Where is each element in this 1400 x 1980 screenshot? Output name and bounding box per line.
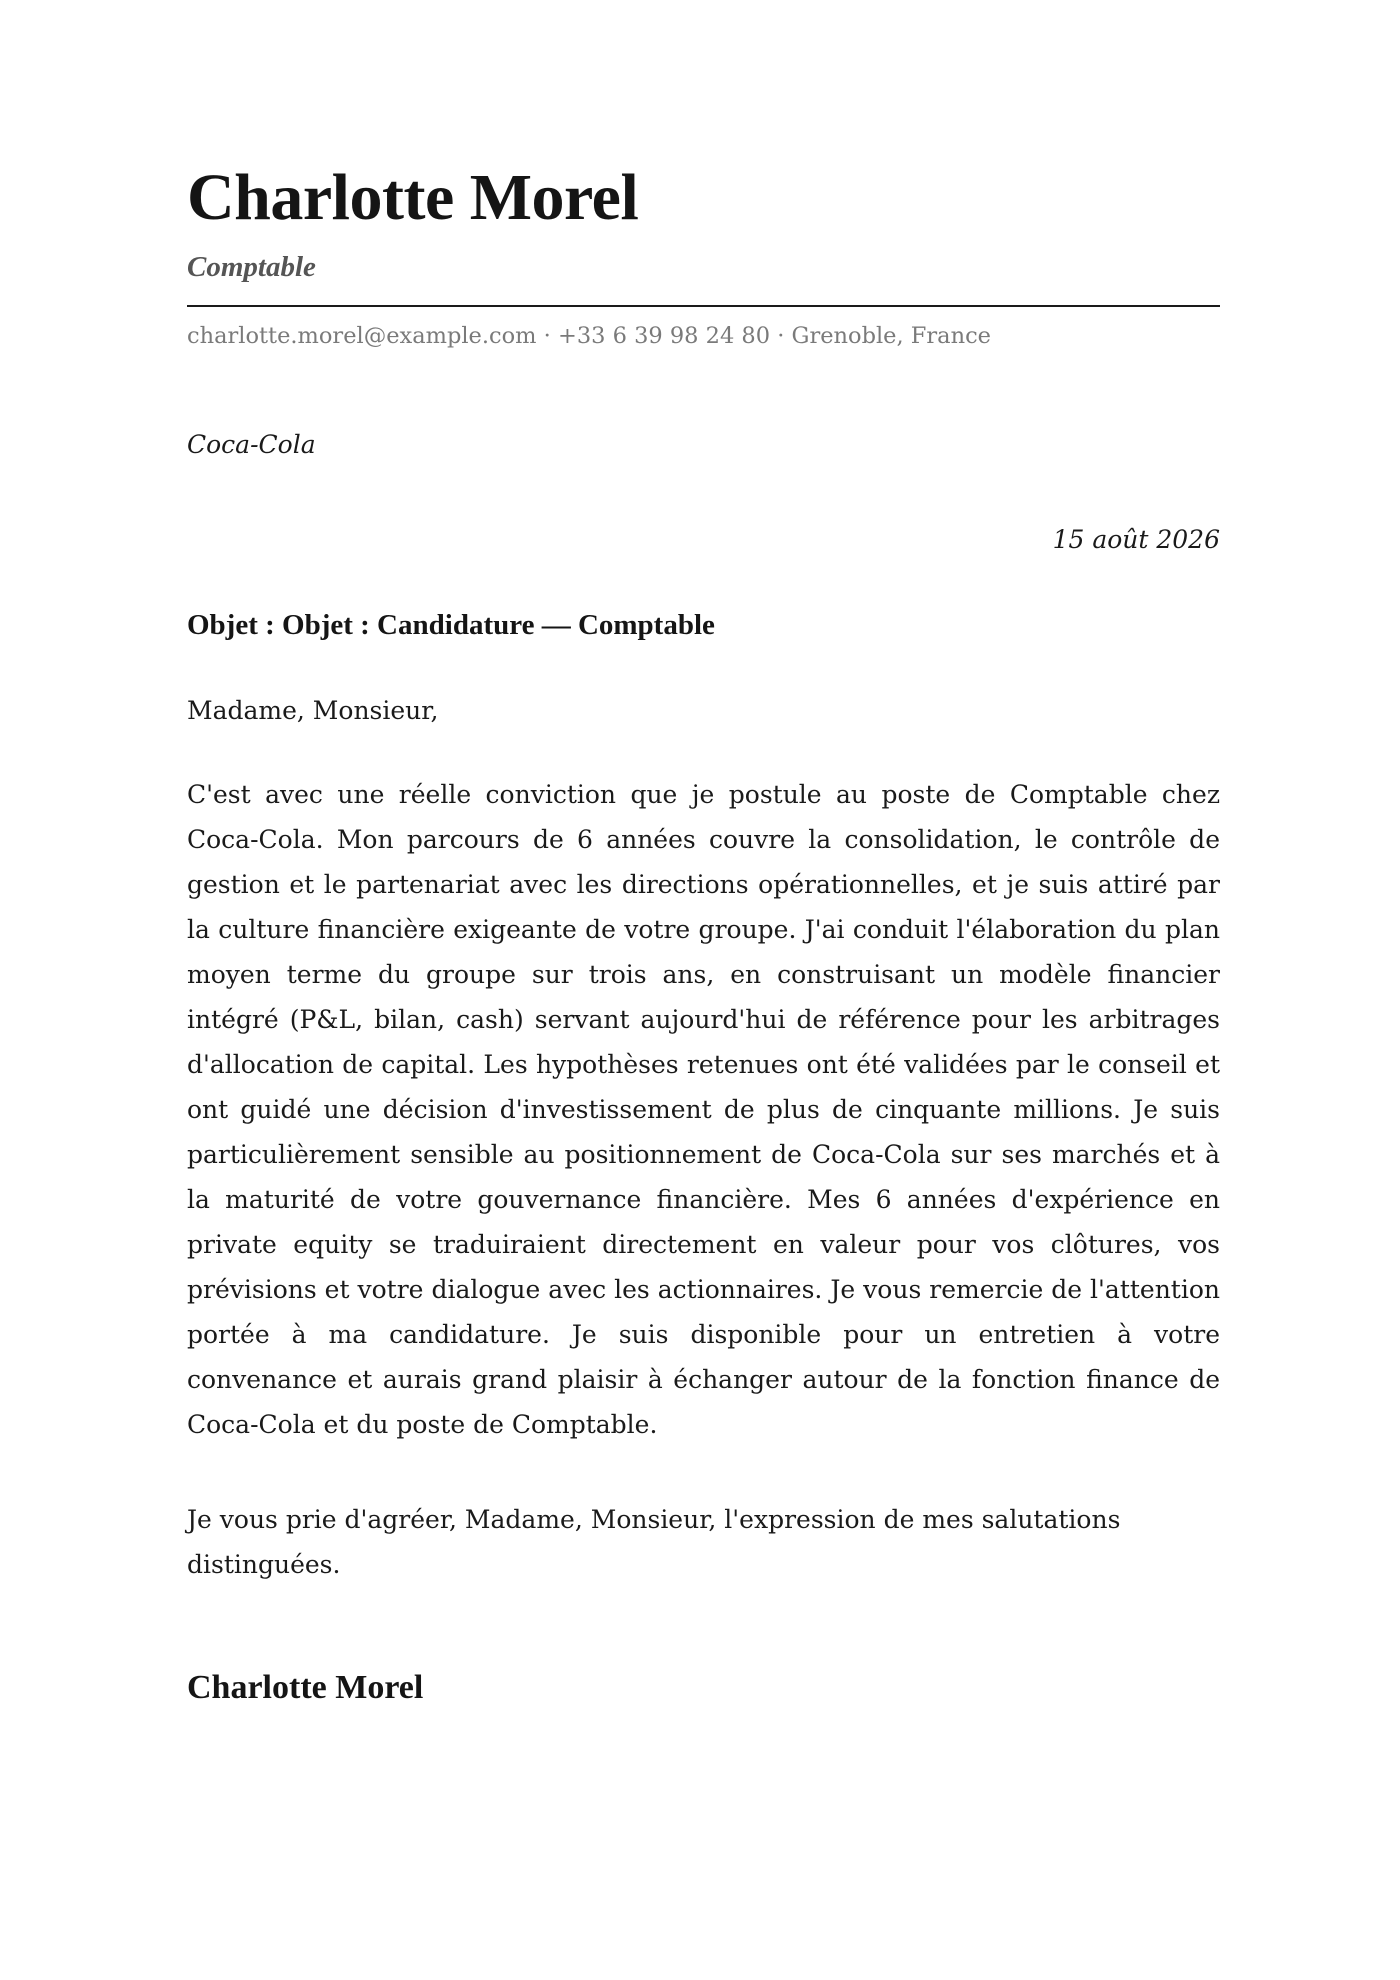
sender-role: Comptable <box>187 251 316 283</box>
letter-closing: Je vous prie d'agréer, Madame, Monsieur, l'expression de mes salutations distinguées. <box>187 1505 1121 1579</box>
letter-body: C'est avec une réelle conviction que je postule au poste de Comptable chez Coca-Cola. Mon parcours de 6 années couvre la consolidation, le contrôle de gestion et le partenariat avec les directions opérationnelles, et je suis attiré par la culture financière exigeante de votre groupe. J'ai conduit l'élaboration du plan moyen terme du groupe sur trois ans, en construisant un modèle financier intégré (P&L, bilan, cash) servant aujourd'hui de référence pour les arbitrages d'allocation de capital. Les hypothèses retenues ont été validées par le conseil et ont guidé une décision d'investissement de plus de cinquante millions. Je suis particulièrement sensible au positionnement de Coca-Cola sur ses marchés et à la maturité de votre gouvernance financière. Mes 6 années d'expérience en private equity se traduiraient directement en valeur pour vos clôtures, vos prévisions et votre dialogue avec les actionnaires. Je vous remercie de l'attention portée à ma candidature. Je suis disponible pour un entretien à votre convenance et aurais grand plaisir à échanger autour de la fonction finance de Coca-Cola et du poste de Comptable. <box>187 780 1220 1439</box>
sender-contact: charlotte.morel@example.com · +33 6 39 98 24 80 · Grenoble, France <box>187 323 991 349</box>
letter-greeting: Madame, Monsieur, <box>187 696 439 725</box>
sender-name: Charlotte Morel <box>187 161 639 234</box>
letter-signature: Charlotte Morel <box>187 1669 424 1706</box>
letter-subject: Objet : Objet : Candidature — Comptable <box>187 609 715 641</box>
letter-date: 15 août 2026 <box>1052 525 1220 554</box>
recipient-company: Coca-Cola <box>187 430 316 459</box>
header-divider <box>187 305 1220 307</box>
